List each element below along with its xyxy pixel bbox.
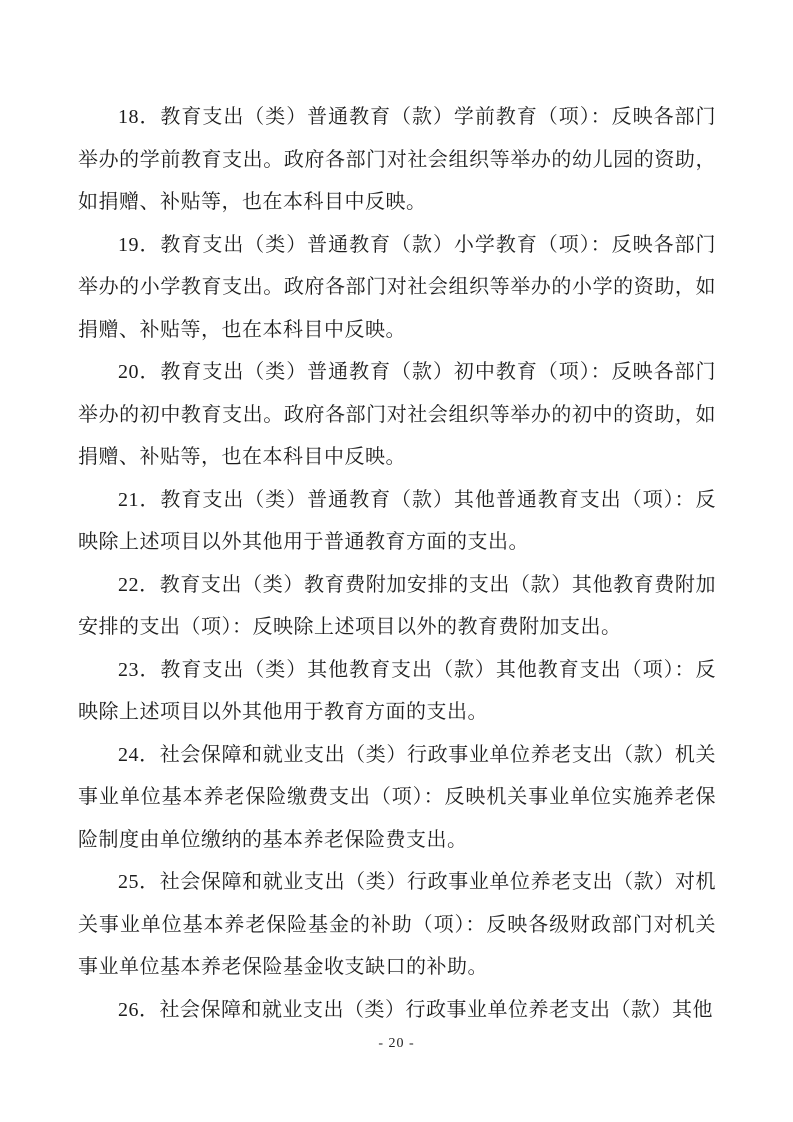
paragraph-18: 18．教育支出（类）普通教育（款）学前教育（项）：反映各部门举办的学前教育支出。政府各部门对社会组织等举办的幼儿园的资助，如捐赠、补贴等，也在本科目中反映。 — [78, 106, 716, 213]
paragraph-25: 25．社会保障和就业支出（类）行政事业单位养老支出（款）对机关事业单位基本养老保险基金的补助（项）：反映各级财政部门对机关事业单位基本养老保险基金收支缺口的补助。 — [78, 871, 716, 978]
paragraph-26: 26．社会保障和就业支出（类）行政事业单位养老支出（款）其他 — [118, 998, 713, 1021]
paragraph-23: 23．教育支出（类）其他教育支出（款）其他教育支出（项）：反映除上述项目以外其他用于教育方面的支出。 — [78, 658, 716, 723]
paragraph-19: 19．教育支出（类）普通教育（款）小学教育（项）：反映各部门举办的小学教育支出。政府各部门对社会组织等举办的小学的资助，如捐赠、补贴等，也在本科目中反映。 — [78, 233, 716, 341]
paragraph-21: 21．教育支出（类）普通教育（款）其他普通教育支出（项）：反映除上述项目以外其他用于普通教育方面的支出。 — [78, 488, 716, 553]
paragraph-20: 20．教育支出（类）普通教育（款）初中教育（项）：反映各部门举办的初中教育支出。政府各部门对社会组织等举办的初中的资助，如捐赠、补贴等，也在本科目中反映。 — [78, 361, 716, 468]
page-number: - 20 - — [378, 1036, 415, 1051]
paragraph-22: 22．教育支出（类）教育费附加安排的支出（款）其他教育费附加安排的支出（项）：反映除上述项目以外的教育费附加支出。 — [78, 573, 716, 638]
paragraph-24: 24．社会保障和就业支出（类）行政事业单位养老支出（款）机关事业单位基本养老保险缴费支出（项）：反映机关事业单位实施养老保险制度由单位缴纳的基本养老保险费支出。 — [78, 743, 716, 851]
document-body — [78, 96, 716, 1031]
